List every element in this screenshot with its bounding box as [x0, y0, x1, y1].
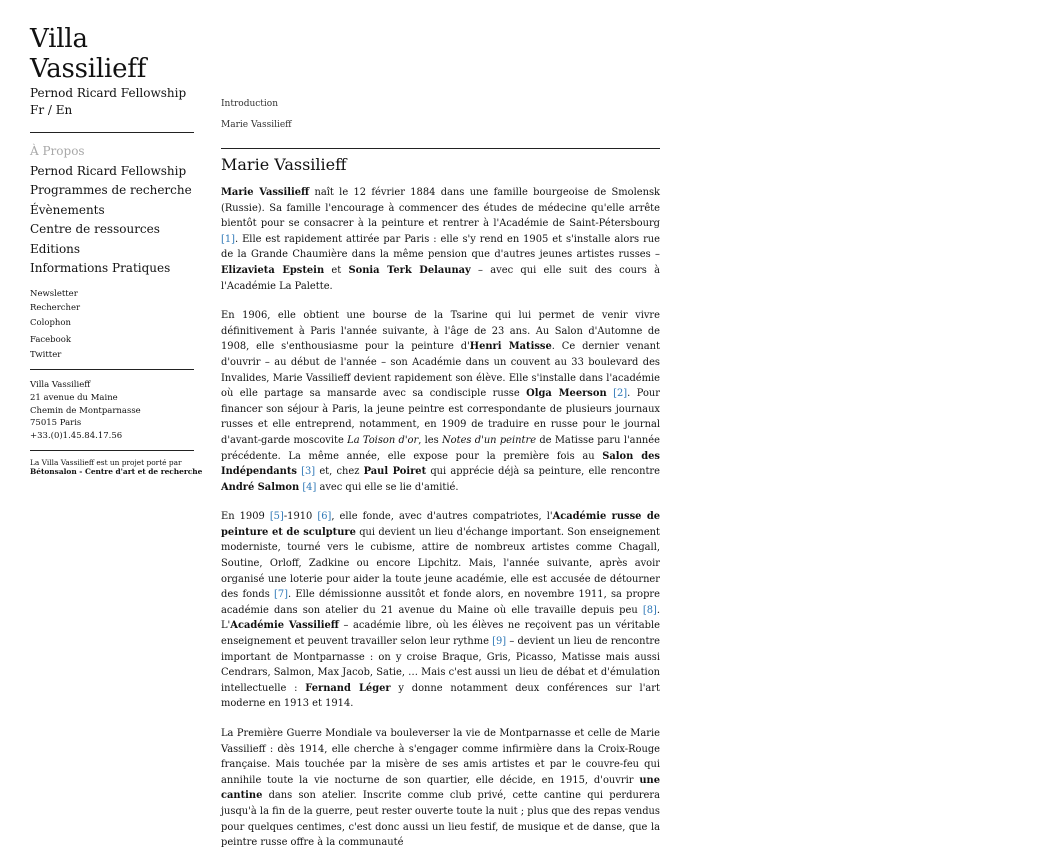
text-run: et, chez: [315, 466, 364, 478]
social-nav: [30, 333, 194, 362]
text-run: – académie libre, où les élèves ne reçoivent pas un véritable enseignement et peuvent travailler selon leur rythme: [221, 620, 660, 648]
text-run: . Elle est rapidement attirée par Paris : elle s'y rend en 1905 et s'installe alors rue de la Grande Chaumière dans la même pension que d'autres jeunes artistes russes –: [221, 233, 660, 261]
italic-title: Notes d'un peintre: [442, 434, 537, 446]
text-run: de Matisse paru l'année précédente. La même année, elle expose pour la première fois au: [221, 434, 660, 462]
nav-item-centre-de-ressources[interactable]: Centre de ressources: [30, 222, 160, 236]
bold-name: Paul Poiret: [363, 466, 427, 478]
breadcrumb-introduction[interactable]: Introduction: [221, 99, 278, 109]
footnote-ref[interactable]: [7]: [274, 589, 289, 601]
nav-item-editions[interactable]: Editions: [30, 241, 81, 256]
main-content: [221, 98, 660, 865]
footnote-ref[interactable]: [6]: [317, 511, 332, 523]
article-paragraph: [221, 308, 660, 495]
nav-item-informations-pratiques[interactable]: Informations Pratiques: [30, 261, 171, 275]
text-run: La Première Guerre Mondiale va bouleverser la vie de Montparnasse et celle de Marie Vassilieff : dès 1914, elle cherche à s'engager comme infirmière dans la Croix-Rouge française. Mais touchée par la misère de ses amis artistes et par le couvre-feu qui annihile toute la vie nocturne de son quartier, elle décide, en 1915, d'ouvrir: [221, 728, 660, 786]
text-run: naît le 12 février 1884 dans une famille bourgeoise de Smolensk (Russie). Sa famille l'encourage à commencer des études de médecine qu'elle arrête bientôt pour se consacrer à la peinture et rentrer à l'Académie de Saint-Pétersbourg: [221, 187, 661, 230]
nav-item-pernod-ricard-fellowship[interactable]: Pernod Ricard Fellowship: [30, 163, 187, 178]
colophon-link[interactable]: Colophon: [30, 317, 71, 328]
divider: [30, 450, 194, 451]
project-credit: [30, 457, 203, 477]
article-paragraph: [221, 509, 660, 712]
footnote-ref[interactable]: [2]: [613, 388, 628, 400]
bold-name: Marie Vassilieff: [221, 187, 310, 198]
bold-name: une cantine: [221, 774, 660, 802]
project-credit-text: La Villa Vassilieff est un projet porté par: [30, 457, 182, 467]
text-run: En 1909: [221, 511, 270, 523]
italic-title: La Toison d'or: [347, 434, 419, 446]
text-run: et: [324, 264, 349, 276]
divider: [30, 369, 194, 370]
text-run: En 1906, elle obtient une bourse de la Tsarine qui lui permet de venir vivre définitivement à Paris l'année suivante, à l'âge de 23 ans. Au Salon d'Automne de 1908, elle s'enthousiasme pour la peinture d': [221, 310, 660, 353]
facebook-link[interactable]: Facebook: [30, 335, 72, 345]
text-run: – devient un lieu de rencontre important de Montparnasse : on y croise Braque, Gris, Picasso, Matisse mais aussi Cendrars, Salmon, Max Jacob, Satie, … Mais c'est aussi un lieu de débat et d'émulation intellectuelle :: [221, 636, 660, 694]
address-line: 75015 Paris: [30, 418, 82, 429]
divider: [30, 132, 194, 133]
sidebar: [30, 24, 203, 477]
address-line: Villa Vassilieff: [30, 380, 91, 390]
address-line: Chemin de Montparnasse: [30, 405, 141, 416]
search-link[interactable]: Rechercher: [30, 303, 81, 313]
text-run: qui devient un lieu d'échange important. Son enseignement moderniste, tourné vers le cubisme, attire de nombreux artistes comme Chagall, Soutine, Orloff, Zadkine ou encore Lipchitz. Mais, l'année suivante, après avoir organisé une loterie pour aider la toute jeune académie, elle est accusée de détourner des fonds: [221, 526, 661, 601]
bold-name: Henri Matisse: [469, 341, 552, 353]
nav-item-programmes-de-recherche[interactable]: Programmes de recherche: [30, 183, 192, 197]
footnote-ref[interactable]: [4]: [302, 481, 317, 493]
breadcrumb-current: [221, 119, 660, 131]
footnote-ref[interactable]: [3]: [301, 466, 316, 478]
bold-name: Fernand Léger: [305, 682, 391, 694]
bold-name: Olga Meerson: [526, 388, 607, 400]
address-block: [30, 379, 194, 443]
nav-item-evenements[interactable]: Évènements: [30, 202, 105, 217]
footnote-ref[interactable]: [9]: [492, 636, 507, 648]
address-line: 21 avenue du Maine: [30, 392, 118, 403]
main-nav: [30, 142, 194, 279]
text-run: dans son atelier. Inscrite comme club privé, cette cantine qui perdurera jusqu'à la fin de la guerre, peut rester ouverte toute la nuit ; plus que des repas vendus pour quelques centimes, c'est donc aussi un lieu festif, de musique et de danse, que la peintre russe offre à la communauté: [221, 790, 660, 849]
article-paragraph: [221, 726, 660, 851]
article-paragraph: [221, 185, 660, 294]
article-body: [221, 185, 660, 851]
phone-number: +33.(0)1.45.84.17.56: [30, 431, 123, 442]
bold-name: Sonia Terk Delaunay: [348, 264, 471, 276]
breadcrumb-marie-vassilieff[interactable]: Marie Vassilieff: [221, 120, 292, 130]
breadcrumb: [221, 98, 660, 110]
bold-name: Académie Vassilieff: [230, 620, 339, 632]
nav-item-a-propos[interactable]: À Propos: [30, 144, 85, 158]
text-run: . Ce dernier venant d'ouvrir – au début de l'année – son Académie dans un couvent au 33 boulevard des Invalides, Marie Vassilieff devient rapidement son élève. Elle s'installe dans l'académie où elle partage sa mansarde avec sa condisciple russe: [221, 341, 660, 400]
text-run: avec qui elle se lie d'amitié.: [316, 481, 459, 493]
footnote-ref[interactable]: [1]: [221, 233, 235, 245]
twitter-link[interactable]: Twitter: [30, 349, 62, 360]
text-run: – avec qui elle suit des cours à l'Académie La Palette.: [221, 264, 660, 292]
text-run: , les: [418, 434, 443, 446]
text-run: qui apprécie déjà sa peinture, elle rencontre: [426, 466, 660, 478]
divider: [221, 148, 660, 149]
text-run: . L': [221, 604, 660, 632]
footnote-ref[interactable]: [8]: [642, 604, 657, 616]
footnote-ref[interactable]: [5]: [269, 511, 284, 523]
newsletter-link[interactable]: Newsletter: [30, 288, 78, 299]
text-run: y donne notamment deux conférences sur l'art moderne en 1913 et 1914.: [221, 682, 660, 710]
betonsalon-link[interactable]: Bétonsalon - Centre d'art et de recherche: [30, 467, 203, 477]
text-run: -1910: [283, 511, 318, 523]
bold-name: André Salmon: [221, 481, 300, 493]
text-run: . Pour financer son séjour à Paris, la jeune peintre est correspondante de plusieurs journaux russes et elle entreprend, notamment, en 1909 de traduire en russe pour le journal d'avant-garde moscovite: [221, 388, 660, 446]
bold-name: Salon des Indépendants: [221, 450, 660, 478]
site-title[interactable]: Villa Vassilieff: [30, 24, 147, 84]
bold-name: Elizavieta Epstein: [221, 264, 325, 276]
site-subtitle[interactable]: Pernod Ricard Fellowship: [30, 86, 187, 100]
article-title: Marie Vassilieff: [221, 155, 347, 174]
text-run: . Elle démissionne aussitôt et fonde alors, en novembre 1911, sa propre académie dans son atelier du 21 avenue du Maine où elle travaille depuis peu: [221, 589, 660, 616]
secondary-nav: [30, 287, 194, 331]
language-switch[interactable]: Fr / En: [30, 103, 73, 117]
bold-name: Académie russe de peinture et de sculpture: [221, 511, 661, 538]
text-run: , elle fonde, avec d'autres compatriotes, l': [331, 511, 553, 523]
